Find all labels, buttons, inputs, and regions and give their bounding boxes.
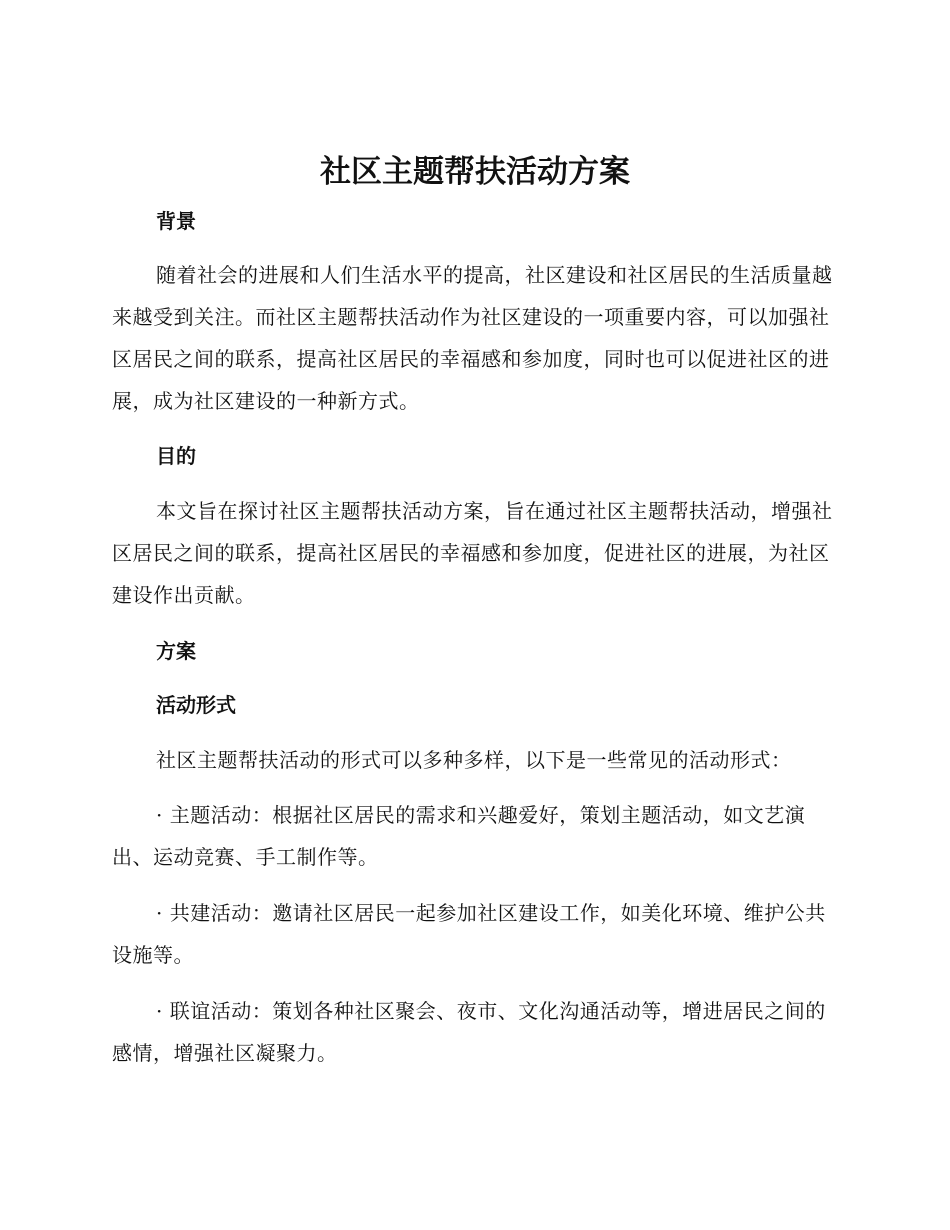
section-heading-purpose: 目的 [156,444,196,468]
background-paragraph: 随着社会的进展和人们生活水平的提高，社区建设和社区居民的生活质量越来越受到关注。而社区主题帮扶活动作为社区建设的一项重要内容，可以加强社区居民之间的联系，提高社区居民的幸福感和参加度，同时也可以促进社区的进展，成为社区建设的一种新方式。 [112,263,833,413]
document-title: 社区主题帮扶活动方案 [320,154,630,190]
section-heading-plan: 方案 [156,639,196,663]
list-item: · 联谊活动：策划各种社区聚会、夜市、文化沟通活动等，增进居民之间的感情，增强社区凝聚力。 [112,999,826,1065]
subsection-heading-activity-forms: 活动形式 [156,693,236,717]
list-item: · 共建活动：邀请社区居民一起参加社区建设工作，如美化环境、维护公共设施等。 [112,901,826,967]
activity-forms-intro: 社区主题帮扶活动的形式可以多种多样，以下是一些常见的活动形式： [156,748,792,772]
section-heading-background: 背景 [156,209,196,233]
purpose-paragraph: 本文旨在探讨社区主题帮扶活动方案，旨在通过社区主题帮扶活动，增强社区居民之间的联系，提高社区居民的幸福感和参加度，促进社区的进展，为社区建设作出贡献。 [112,499,833,607]
list-item: · 主题活动：根据社区居民的需求和兴趣爱好，策划主题活动，如文艺演出、运动竞赛、手工制作等。 [112,803,806,869]
